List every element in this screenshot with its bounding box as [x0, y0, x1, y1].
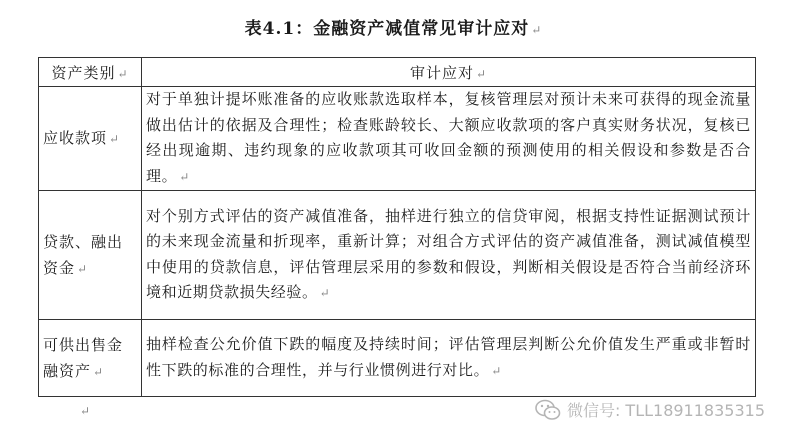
header-category-label: 资产类别 [51, 63, 116, 82]
row-category-text: 应收款项 [43, 129, 108, 148]
table-title-text: 表4.1：金融资产减值常见审计应对 [244, 19, 530, 39]
paragraph-mark: ↵ [179, 169, 190, 184]
row-category [39, 320, 142, 397]
table-header-row [39, 58, 756, 87]
header-category [39, 58, 142, 87]
row-procedure [142, 320, 756, 397]
row-category [39, 87, 142, 191]
table-row [39, 320, 756, 397]
table-title [0, 14, 787, 39]
paragraph-mark: ↵ [80, 404, 91, 418]
paragraph-mark: ↵ [475, 66, 488, 81]
row-procedure-text: 对个别方式评估的资产减值准备，抽样进行独立的信贷审阅，根据支持性证据测试预计的未来现金流量和折现率，重新计算；对组合方式评估的资产减值准备，测试减值模型中使用的贷款信息，评估管理层采用的参数和假设，判断相关假设是否符合当前经济环境和近期贷款损失经验。 [146, 206, 751, 302]
row-procedure [142, 87, 756, 191]
header-procedure-label: 审计应对 [409, 63, 474, 82]
table-row [39, 191, 756, 320]
wechat-watermark [535, 398, 765, 421]
table-row [39, 87, 756, 191]
paragraph-mark: ↵ [531, 23, 543, 37]
row-procedure [142, 191, 756, 320]
audit-table [38, 57, 756, 397]
header-procedure [142, 58, 756, 87]
row-procedure-text: 抽样检查公允价值下跌的幅度及持续时间；评估管理层判断公允价值发生严重或非暂时性下跌的标准的合理性，并与行业惯例进行对比。 [146, 335, 751, 379]
paragraph-mark: ↵ [109, 132, 121, 147]
row-category-text: 可供出售金融资产 [43, 335, 124, 380]
row-category [39, 191, 142, 320]
paragraph-mark: ↵ [77, 261, 89, 276]
paragraph-mark: ↵ [319, 286, 331, 301]
row-procedure-text: 对于单独计提坏账准备的应收账款选取样本，复核管理层对预计未来可获得的现金流量做出估计的依据及合理性；检查账龄较长、大额应收款项的客户真实财务状况，复核已经出现逾期、违约现象的应收款项其可收回金额的预测使用的相关假设和参数是否合理。 [146, 90, 751, 185]
wechat-id-text: 微信号: TLL18911835315 [566, 401, 765, 420]
paragraph-mark: ↵ [93, 364, 105, 379]
paragraph-mark: ↵ [491, 363, 502, 378]
row-category-text: 贷款、融出资金 [43, 232, 124, 277]
paragraph-mark: ↵ [117, 66, 129, 81]
wechat-icon [535, 399, 561, 421]
